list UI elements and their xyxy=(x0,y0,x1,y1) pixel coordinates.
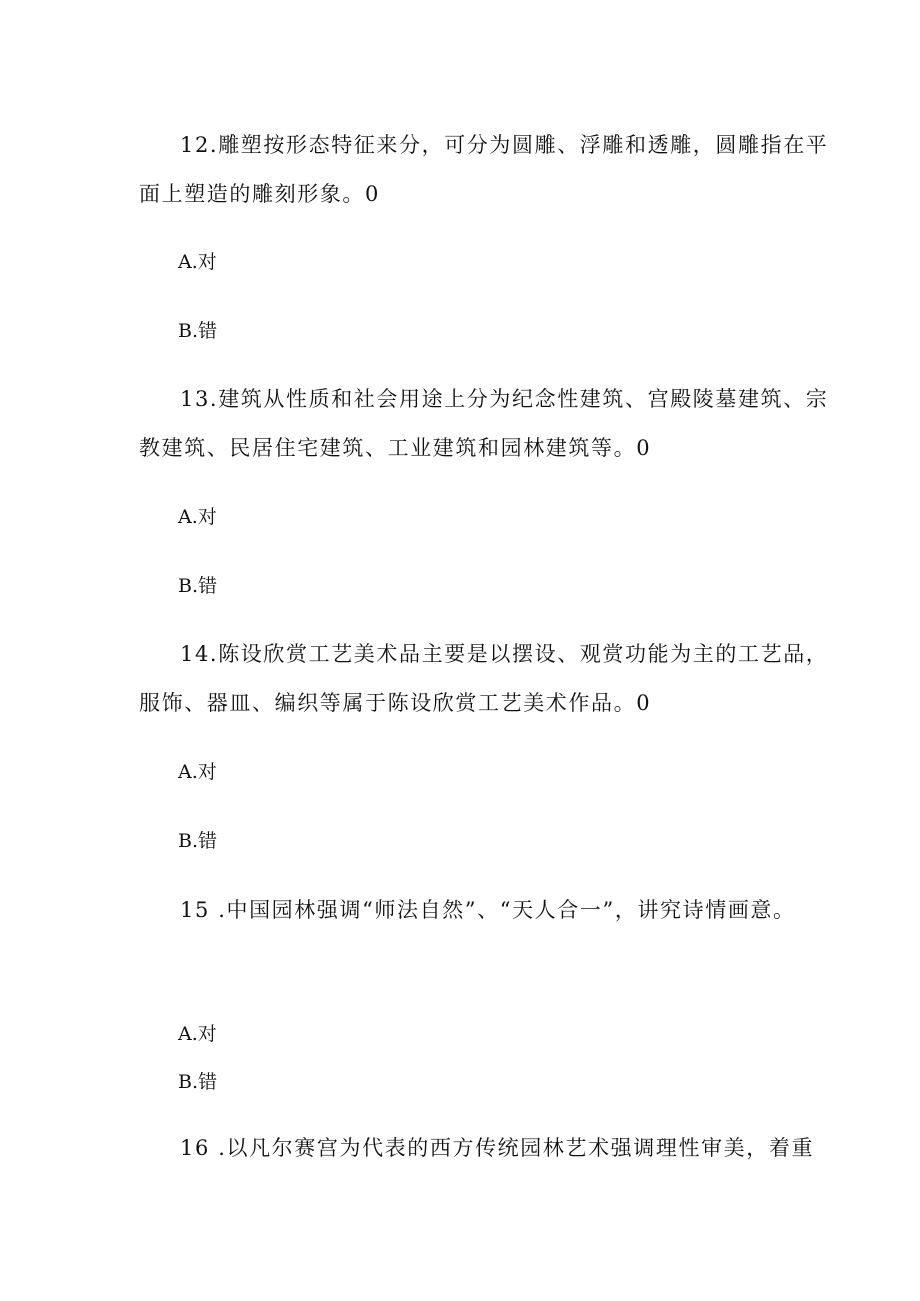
question-12-option-a: A.对 xyxy=(178,251,217,273)
question-14-option-b: B.错 xyxy=(178,830,218,852)
question-12-line-1: 12.雕塑按形态特征来分，可分为圆雕、浮雕和透雕，圆雕指在平 xyxy=(180,133,829,157)
question-15-line-1: 15 .中国园林强调“师法自然”、“天人合一”，讲究诗情画意。 xyxy=(180,898,796,922)
question-13-line-1: 13.建筑从性质和社会用途上分为纪念性建筑、宫殿陵墓建筑、宗 xyxy=(180,387,829,411)
question-14-option-a: A.对 xyxy=(178,761,217,783)
question-13-option-b: B.错 xyxy=(178,575,218,597)
question-12-option-b: B.错 xyxy=(178,320,218,342)
question-15-option-b: B.错 xyxy=(178,1071,218,1093)
question-14-line-1: 14.陈设欣赏工艺美术品主要是以摆设、观赏功能为主的工艺品， xyxy=(180,642,829,666)
question-15-option-a: A.对 xyxy=(178,1023,217,1045)
question-14-line-2: 服饰、器皿、编织等属于陈设欣赏工艺美术作品。0 xyxy=(139,691,652,715)
question-13-option-a: A.对 xyxy=(178,506,217,528)
question-12-line-2: 面上塑造的雕刻形象。0 xyxy=(139,182,380,206)
question-16-line-1: 16 .以凡尔赛宫为代表的西方传统园林艺术强调理性审美，着重 xyxy=(180,1136,815,1160)
question-13-line-2: 教建筑、民居住宅建筑、工业建筑和园林建筑等。0 xyxy=(139,436,652,460)
